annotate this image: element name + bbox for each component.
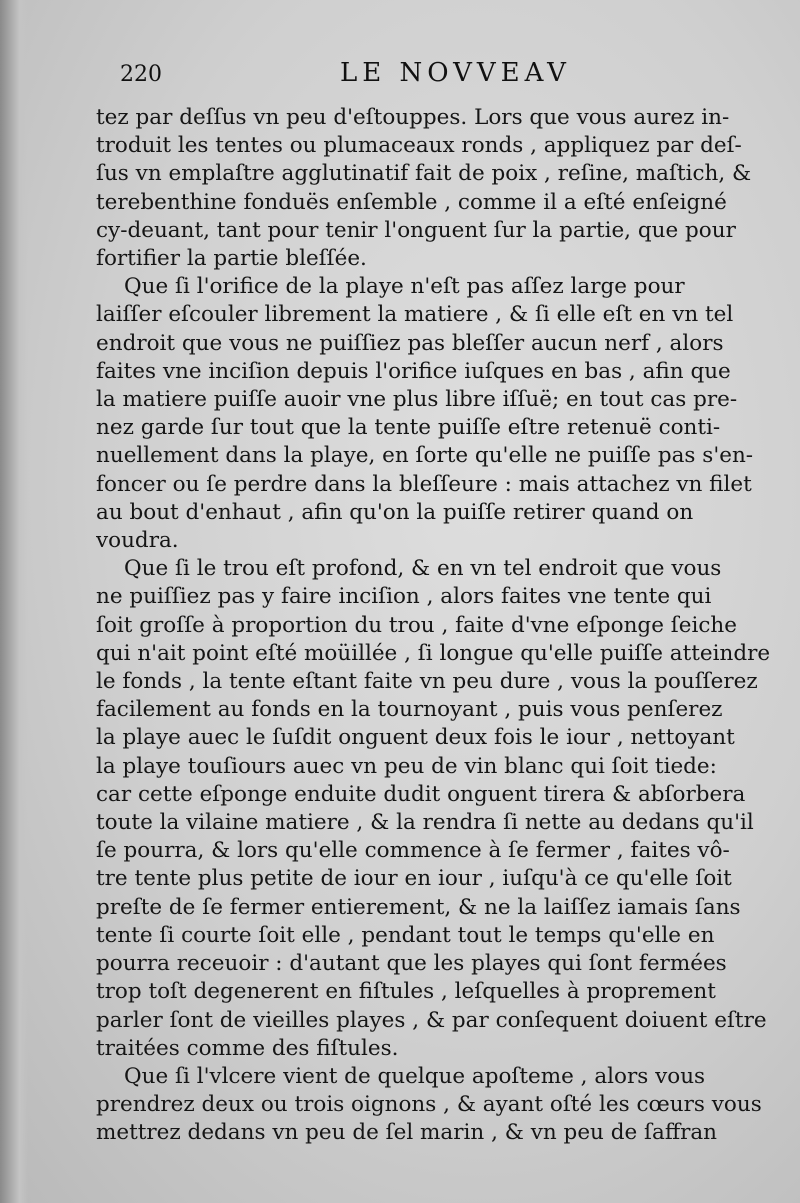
text-line: qui n'ait point eſté moüillée , ſi longue qu'elle puiſſe atteindre xyxy=(96,640,771,666)
text-line: mettrez dedans vn peu de ſel marin , & vn peu de ſaffran xyxy=(96,1120,718,1146)
text-line: cy-deuant, tant pour tenir l'onguent ſur la partie, que pour xyxy=(96,217,736,243)
text-line: pourra receuoir : d'autant que les playes qui ſont fermées xyxy=(96,951,727,977)
text-line: la playe auec le ſuſdit onguent deux fois le iour , nettoyant xyxy=(96,725,735,751)
paragraph xyxy=(96,273,772,555)
text-line: parler ſont de vieilles playes , & par conſequent doiuent eſtre xyxy=(96,1007,767,1033)
text-line: faites vne inciſion depuis l'orifice iuſques en bas , afin que xyxy=(96,358,731,384)
text-line: la matiere puiſſe auoir vne plus libre iſſuë; en tout cas pre- xyxy=(96,387,738,413)
text-line: Que ſi l'orifice de la playe n'eſt pas aſſez large pour xyxy=(124,274,685,300)
text-line: terebenthine fonduës enſemble , comme il a eſté enſeigné xyxy=(96,189,727,215)
text-line: toute la vilaine matiere , & la rendra ſi nette au dedans qu'il xyxy=(96,810,754,836)
text-line: preſte de ſe fermer entierement, & ne la laiſſez iamais ſans xyxy=(96,894,741,920)
text-line: au bout d'enhaut , afin qu'on la puiſſe retirer quand on xyxy=(96,499,694,525)
paragraph xyxy=(96,104,772,273)
text-line: nuellement dans la playe, en ſorte qu'elle ne puiſſe pas s'en- xyxy=(96,443,754,469)
text-line: tente ſi courte ſoit elle , pendant tout le temps qu'elle en xyxy=(96,922,715,948)
text-line: la playe touſiours auec vn peu de vin blanc qui ſoit tiede: xyxy=(96,753,717,779)
text-line: ſoit groſſe à proportion du trou , faite d'vne eſponge ſeiche xyxy=(96,612,737,638)
text-line: Que ſi le trou eſt profond, & en vn tel endroit que vous xyxy=(124,556,722,582)
text-line: facilement au fonds en la tournoyant , puis vous penſerez xyxy=(96,697,723,723)
text-line: traitées comme des fiſtules. xyxy=(96,1035,399,1061)
paragraph xyxy=(96,555,772,1063)
text-line: nez garde ſur tout que la tente puiſſe eſtre retenuë conti- xyxy=(96,415,721,441)
text-line: troduit les tentes ou plumaceaux ronds , appliquez par deſ- xyxy=(96,133,742,159)
body-text xyxy=(96,104,772,1148)
text-line: ſus vn emplaſtre agglutinatif fait de poix , reſine, maſtich, & xyxy=(96,161,752,187)
text-line: ne puiſſiez pas y faire inciſion , alors faites vne tente qui xyxy=(96,584,712,610)
text-line: Que ſi l'vlcere vient de quelque apoſteme , alors vous xyxy=(124,1063,706,1089)
text-line: ſe pourra, & lors qu'elle commence à ſe fermer , faites vô- xyxy=(96,838,730,864)
text-line: tre tente plus petite de iour en iour , iuſqu'à ce qu'elle ſoit xyxy=(96,866,732,892)
text-line: voudra. xyxy=(96,528,179,554)
text-line: tez par deſſus vn peu d'eſtouppes. Lors que vous aurez in- xyxy=(96,105,730,130)
text-line: trop toſt degenerent en fiſtules , leſquelles à proprement xyxy=(96,979,716,1005)
page-header xyxy=(120,56,760,96)
page-number: 220 xyxy=(120,62,162,87)
running-title: LE NOVVEAV xyxy=(340,58,571,88)
text-line: fortifier la partie bleſſée. xyxy=(96,246,367,272)
text-line: laiſſer eſcouler librement la matiere , & ſi elle eſt en vn tel xyxy=(96,302,734,328)
text-line: prendrez deux ou trois oignons , & ayant oſté les cœurs vous xyxy=(96,1092,762,1118)
text-line: endroit que vous ne puiſſiez pas bleſſer aucun nerf , alors xyxy=(96,330,724,356)
text-line: foncer ou ſe perdre dans la bleſſeure : mais attachez vn filet xyxy=(96,471,752,497)
text-line: le fonds , la tente eſtant faite vn peu dure , vous la pouſſerez xyxy=(96,669,758,695)
paragraph xyxy=(96,1063,772,1148)
page-gutter-shadow xyxy=(0,0,28,1203)
text-line: car cette eſponge enduite dudit onguent tirera & abſorbera xyxy=(96,781,746,807)
